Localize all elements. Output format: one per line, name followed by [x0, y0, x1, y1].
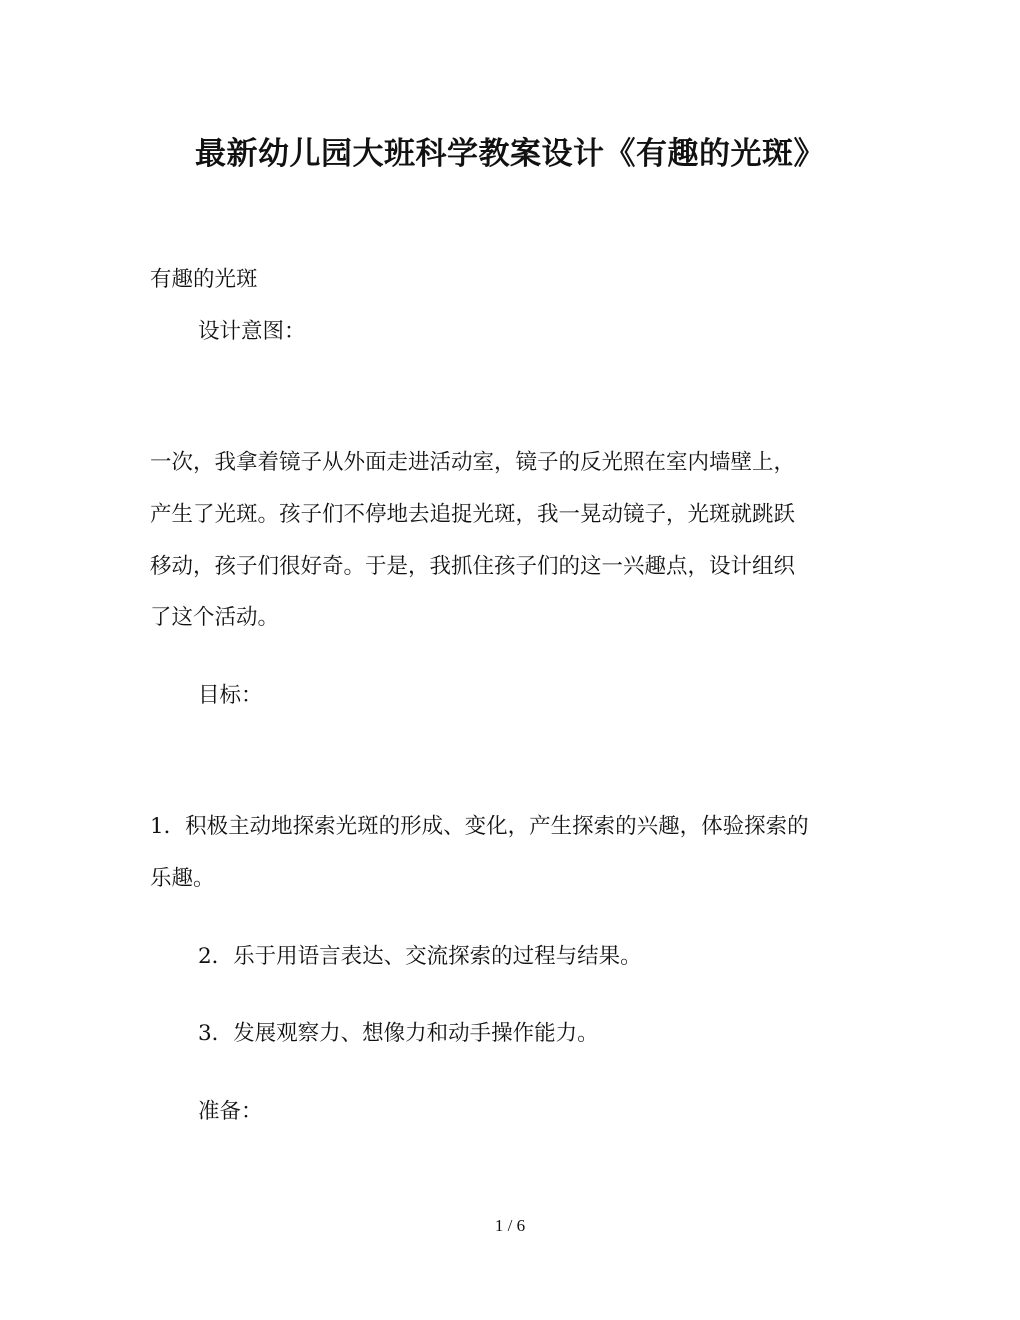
subtitle: 有趣的光斑: [150, 267, 258, 292]
paragraph-line: 了这个活动。: [150, 605, 280, 630]
goal-item: 3．发展观察力、想像力和动手操作能力。: [198, 1021, 599, 1046]
goal-item: 乐趣。: [150, 866, 215, 891]
paragraph-line: 移动，孩子们很好奇。于是，我抓住孩子们的这一兴趣点，设计组织: [150, 554, 796, 579]
design-heading: 设计意图：: [198, 319, 306, 344]
page-number: 1 / 6: [494, 1216, 526, 1235]
paragraph-line: 产生了光斑。孩子们不停地去追捉光斑，我一晃动镜子，光斑就跳跃: [150, 502, 796, 527]
goal-item: 2．乐于用语言表达、交流探索的过程与结果。: [198, 944, 642, 969]
document-title: 最新幼儿园大班科学教案设计《有趣的光斑》: [195, 136, 825, 172]
goal-item: 1．积极主动地探索光斑的形成、变化，产生探索的兴趣，体验探索的: [150, 814, 809, 839]
paragraph-line: 一次，我拿着镜子从外面走进活动室，镜子的反光照在室内墙壁上，: [150, 450, 796, 475]
prep-heading: 准备：: [198, 1099, 263, 1124]
goals-heading: 目标：: [198, 683, 263, 708]
